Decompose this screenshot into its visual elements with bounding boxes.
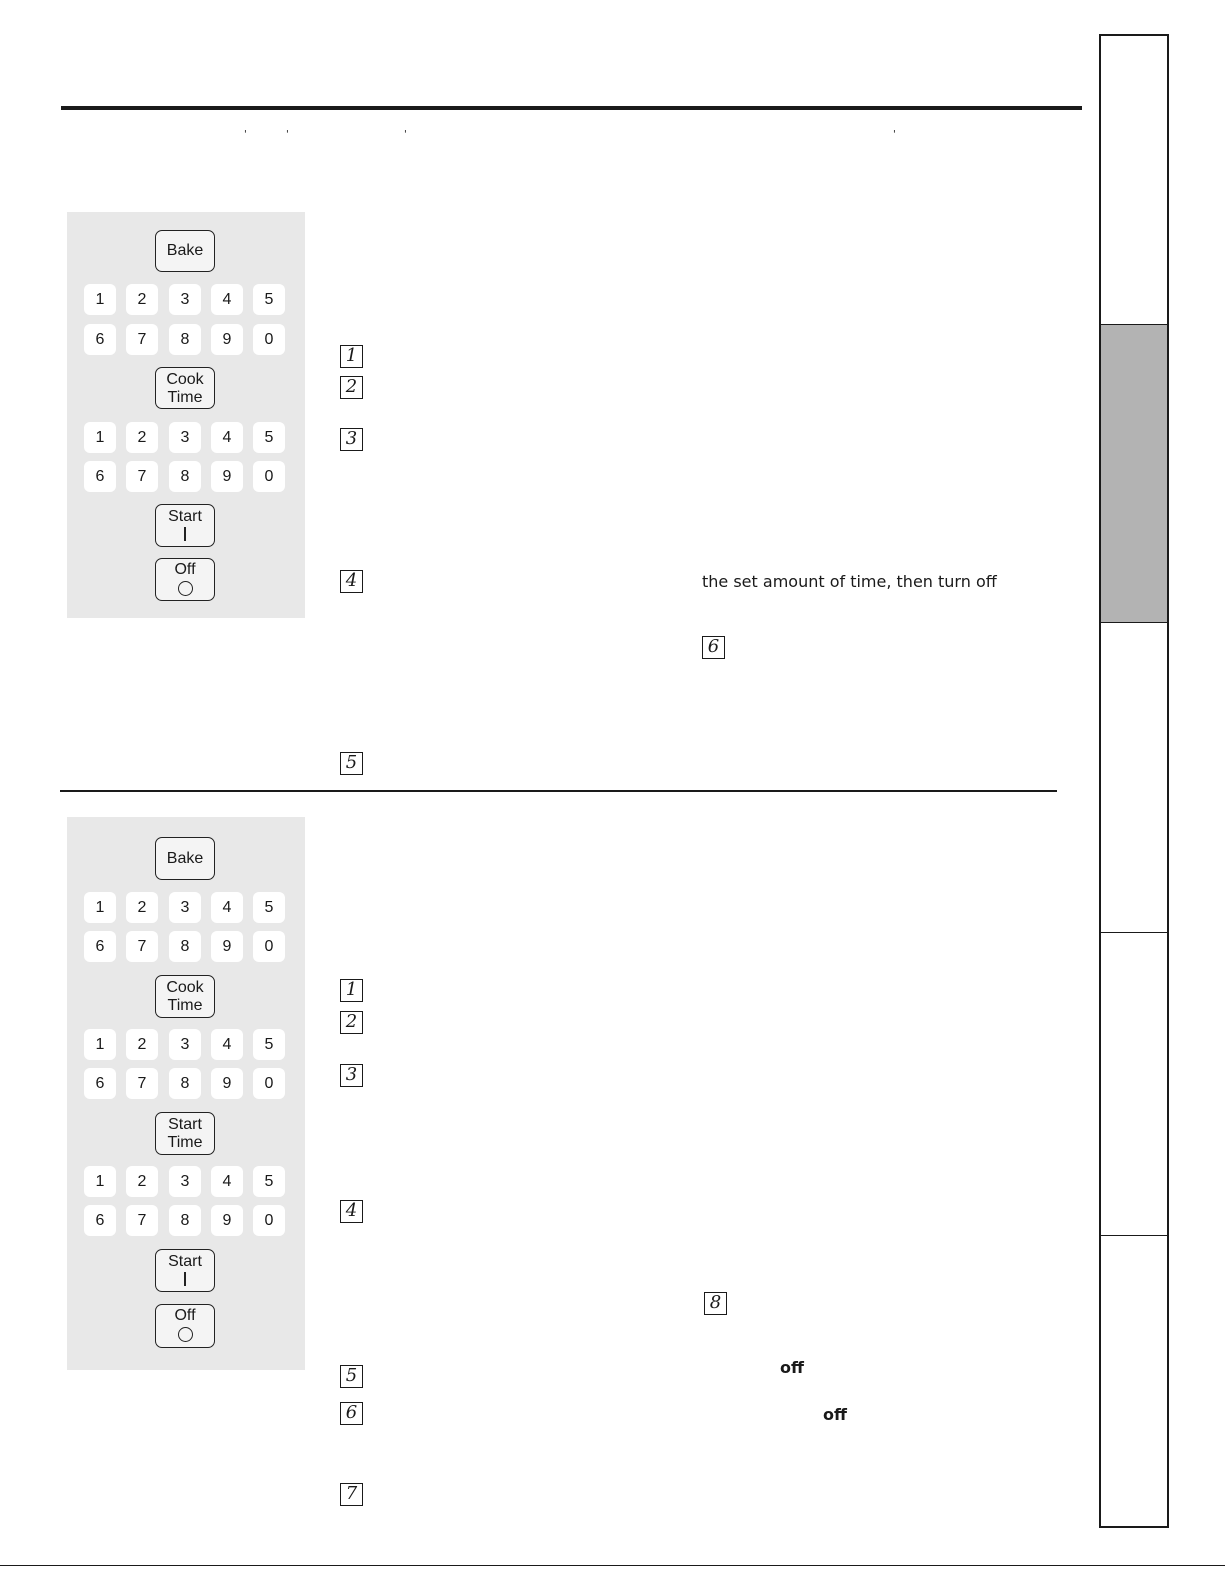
keypad-key[interactable]: 5	[253, 1029, 285, 1060]
keypad-key[interactable]: 8	[169, 931, 201, 962]
keypad-key[interactable]: 8	[169, 461, 201, 492]
off-circle-icon	[178, 1327, 193, 1342]
keypad-key[interactable]: 9	[211, 1068, 243, 1099]
step-marker: 2	[340, 376, 363, 399]
keypad-key[interactable]: 1	[84, 1166, 116, 1197]
start-label: Start	[168, 1253, 202, 1270]
step-marker: 5	[340, 1365, 363, 1388]
step-marker: 3	[340, 1064, 363, 1087]
keypad-key[interactable]: 0	[253, 324, 285, 355]
keypad-key[interactable]: 3	[169, 892, 201, 923]
header-tick: '	[244, 129, 247, 140]
keypad-key[interactable]: 5	[253, 284, 285, 315]
keypad-key[interactable]: 9	[211, 1205, 243, 1236]
step-marker: 1	[340, 345, 363, 368]
start-button[interactable]	[155, 1249, 215, 1292]
bake-button[interactable]	[155, 837, 215, 880]
keypad-key[interactable]: 5	[253, 422, 285, 453]
cook-time-label-line1: Cook	[166, 371, 204, 388]
header-tick: '	[893, 129, 896, 140]
keypad-key[interactable]: 7	[126, 1068, 158, 1099]
off-word: off	[823, 1405, 847, 1424]
keypad-key[interactable]: 7	[126, 931, 158, 962]
start-bar-icon	[184, 1272, 186, 1286]
keypad-key[interactable]: 8	[169, 1068, 201, 1099]
section-tab-active[interactable]	[1101, 324, 1167, 622]
cook-time-label-line2: Time	[167, 389, 203, 406]
keypad-key[interactable]: 9	[211, 324, 243, 355]
keypad-key[interactable]: 6	[84, 1205, 116, 1236]
keypad-key[interactable]: 7	[126, 461, 158, 492]
start-bar-icon	[184, 527, 186, 541]
section-tab[interactable]	[1101, 622, 1167, 932]
step-marker: 2	[340, 1011, 363, 1034]
page-bottom-rule	[0, 1565, 1225, 1566]
keypad-key[interactable]: 2	[126, 1029, 158, 1060]
step-marker: 1	[340, 979, 363, 1002]
bake-button-label: Bake	[166, 242, 204, 259]
keypad-key[interactable]: 2	[126, 1166, 158, 1197]
off-label: Off	[174, 561, 196, 578]
step-marker: 6	[340, 1402, 363, 1425]
off-button[interactable]	[155, 558, 215, 601]
step-marker: 3	[340, 428, 363, 451]
section-tab[interactable]	[1101, 36, 1167, 324]
keypad-key[interactable]: 3	[169, 284, 201, 315]
header-tick: '	[404, 129, 407, 140]
section-tab[interactable]	[1101, 1235, 1167, 1526]
step-marker: 5	[340, 752, 363, 775]
step-marker: 4	[340, 1200, 363, 1223]
step-marker: 4	[340, 570, 363, 593]
section-tabs	[1099, 34, 1169, 1528]
off-button[interactable]	[155, 1304, 215, 1348]
control-panel-illustration	[67, 212, 305, 618]
cook-time-button[interactable]	[155, 975, 215, 1018]
keypad-key[interactable]: 6	[84, 324, 116, 355]
step-marker: 6	[702, 636, 725, 659]
section-rule	[60, 790, 1057, 792]
keypad-key[interactable]: 6	[84, 461, 116, 492]
cook-time-label-line1: Cook	[166, 979, 204, 996]
keypad-key[interactable]: 1	[84, 284, 116, 315]
keypad-key[interactable]: 3	[169, 1166, 201, 1197]
keypad-key[interactable]: 5	[253, 1166, 285, 1197]
off-label: Off	[174, 1307, 196, 1324]
start-time-label-line2: Time	[167, 1134, 203, 1151]
keypad-key[interactable]: 6	[84, 931, 116, 962]
header-tick: '	[286, 129, 289, 140]
keypad-key[interactable]: 4	[211, 1166, 243, 1197]
control-panel-illustration	[67, 817, 305, 1370]
keypad-key[interactable]: 1	[84, 892, 116, 923]
off-circle-icon	[178, 581, 193, 596]
keypad-key[interactable]: 3	[169, 1029, 201, 1060]
keypad-key[interactable]: 8	[169, 324, 201, 355]
step-marker: 7	[340, 1483, 363, 1506]
keypad-key[interactable]: 9	[211, 931, 243, 962]
keypad-key[interactable]: 4	[211, 892, 243, 923]
start-label: Start	[168, 508, 202, 525]
keypad-key[interactable]: 2	[126, 422, 158, 453]
keypad-key[interactable]: 0	[253, 931, 285, 962]
bake-button-label: Bake	[166, 850, 204, 867]
start-time-label-line1: Start	[168, 1116, 202, 1133]
keypad-key[interactable]: 3	[169, 422, 201, 453]
keypad-key[interactable]: 0	[253, 1205, 285, 1236]
cook-time-button[interactable]	[155, 367, 215, 409]
keypad-key[interactable]: 5	[253, 892, 285, 923]
keypad-key[interactable]: 1	[84, 422, 116, 453]
keypad-key[interactable]: 4	[211, 422, 243, 453]
keypad-key[interactable]: 7	[126, 324, 158, 355]
start-button[interactable]	[155, 504, 215, 547]
keypad-key[interactable]: 9	[211, 461, 243, 492]
step-marker: 8	[704, 1292, 727, 1315]
off-word: off	[780, 1358, 804, 1377]
keypad-key[interactable]: 7	[126, 1205, 158, 1236]
step-4-continuation-text: the set amount of time, then turn off	[702, 572, 997, 591]
keypad-key[interactable]: 8	[169, 1205, 201, 1236]
keypad-key[interactable]: 6	[84, 1068, 116, 1099]
keypad-key[interactable]: 0	[253, 461, 285, 492]
keypad-key[interactable]: 1	[84, 1029, 116, 1060]
keypad-key[interactable]: 4	[211, 284, 243, 315]
keypad-key[interactable]: 2	[126, 892, 158, 923]
keypad-key[interactable]: 2	[126, 284, 158, 315]
cook-time-label-line2: Time	[167, 997, 203, 1014]
bake-button[interactable]	[155, 230, 215, 272]
keypad-key[interactable]: 0	[253, 1068, 285, 1099]
keypad-key[interactable]: 4	[211, 1029, 243, 1060]
section-tab[interactable]	[1101, 932, 1167, 1235]
start-time-button[interactable]	[155, 1112, 215, 1155]
header-rule	[61, 106, 1082, 110]
